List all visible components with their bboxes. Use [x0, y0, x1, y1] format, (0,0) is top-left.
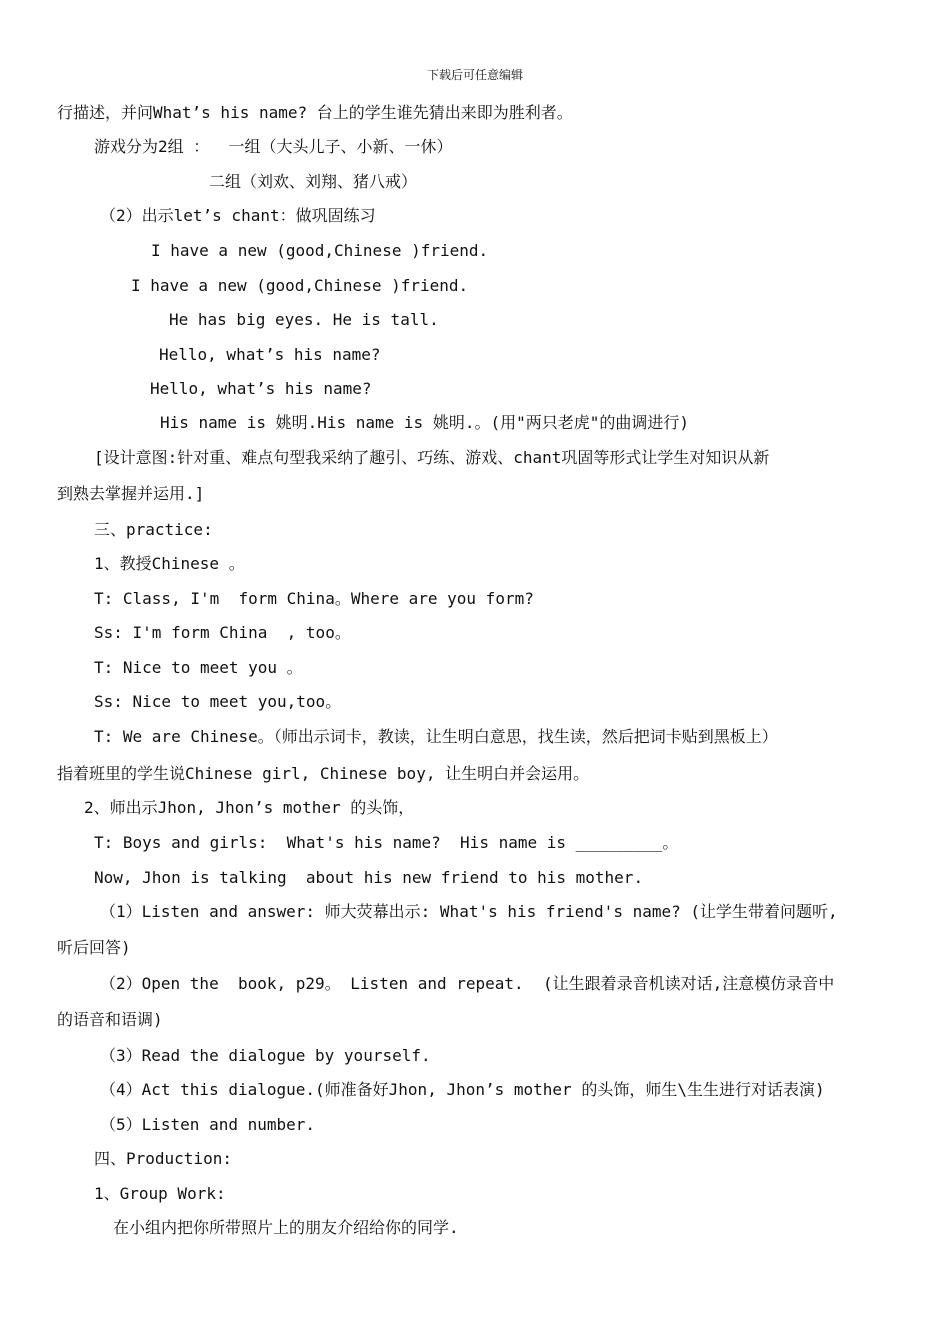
- text-line: 听后回答): [57, 938, 131, 957]
- text-line: Hello, what’s his name?: [159, 345, 381, 364]
- text-line: 行描述，并问What’s his name? 台上的学生谁先猜出来即为胜利者。: [57, 103, 573, 122]
- text-line: Now, Jhon is talking about his new friend to his mother.: [94, 868, 644, 887]
- text-line: Ss: I'm form China , too。: [94, 623, 351, 642]
- text-line: 1、教授Chinese 。: [94, 554, 245, 573]
- text-line: （1）Listen and answer: 师大荧幕出示: What's his friend's name? (让学生带着问题听,: [100, 902, 838, 921]
- text-line: 的语音和语调): [57, 1010, 163, 1029]
- text-line: T: Nice to meet you 。: [94, 658, 303, 677]
- text-line: （2）出示let’s chant：做巩固练习: [100, 206, 376, 225]
- section-heading: 三、practice:: [94, 520, 213, 539]
- text-line: His name is 姚明.His name is 姚明.。(用"两只老虎"的曲调进行): [160, 413, 689, 432]
- text-line: 指着班里的学生说Chinese girl, Chinese boy, 让生明白并会运用。: [57, 764, 590, 783]
- text-line: （3）Read the dialogue by yourself.: [100, 1046, 431, 1065]
- text-line: T: Boys and girls: What's his name? His name is _________。: [94, 833, 679, 852]
- section-heading: 四、Production:: [94, 1149, 232, 1168]
- text-line: 二组（刘欢、刘翔、猪八戒）: [209, 172, 418, 191]
- text-line: Ss: Nice to meet you,too。: [94, 692, 342, 711]
- text-line: （5）Listen and number.: [100, 1115, 316, 1134]
- text-line: 2、师出示Jhon, Jhon’s mother 的头饰，: [84, 798, 415, 817]
- text-line: Hello, what’s his name?: [150, 379, 372, 398]
- text-line: 1、Group Work:: [94, 1184, 226, 1203]
- text-line: I have a new (good,Chinese )friend.: [131, 276, 469, 295]
- text-line: 在小组内把你所带照片上的朋友介绍给你的同学.: [113, 1218, 459, 1237]
- page-header: 下载后可任意编辑: [426, 68, 523, 82]
- text-line: T: Class, I'm form China。Where are you form?: [94, 589, 534, 608]
- text-line: （2）Open the book, p29。 Listen and repeat. (让生跟着录音机读对话,注意模仿录音中: [100, 974, 835, 993]
- text-line: He has big eyes. He is tall.: [169, 310, 439, 329]
- text-line: [设计意图:针对重、难点句型我采纳了趣引、巧练、游戏、chant巩固等形式让学生对知识从新: [94, 448, 770, 467]
- text-line: 到熟去掌握并运用.]: [57, 484, 205, 503]
- text-line: 游戏分为2组 ： 一组（大头儿子、小新、一休）: [94, 137, 453, 156]
- text-line: （4）Act this dialogue.(师准备好Jhon, Jhon’s mother 的头饰，师生\生生进行对话表演): [100, 1080, 825, 1099]
- text-line: I have a new (good,Chinese )friend.: [151, 241, 489, 260]
- text-line: T: We are Chinese。（师出示词卡，教读，让生明白意思，找生读，然后把词卡贴到黑板上）: [94, 727, 778, 746]
